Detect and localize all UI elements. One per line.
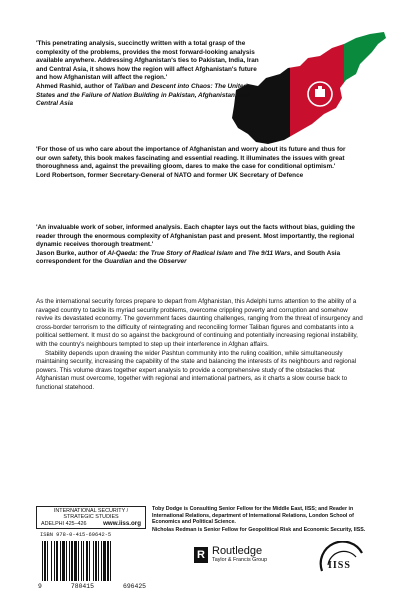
barcode-bar — [93, 541, 94, 581]
barcode-bar — [56, 541, 58, 581]
iiss-logo-text: IISS — [328, 560, 351, 571]
barcode-bar — [47, 541, 48, 581]
website-url: www.iiss.org — [103, 519, 141, 527]
barcode — [40, 541, 144, 581]
barcode-bar — [69, 541, 70, 581]
barcode-bar — [95, 541, 97, 581]
barcode-bar — [78, 541, 79, 581]
barcode-bar — [60, 541, 61, 581]
barcode-digits-right: 696425 — [122, 583, 146, 590]
author-bio-2: Nicholas Redman is Senior Fellow for Geopolitical Risk and Economic Security, IISS. — [152, 526, 366, 533]
barcode-bar — [107, 541, 109, 581]
barcode-bar — [62, 541, 65, 581]
review-quote-3-attribution: Jason Burke, author of Al-Qaeda: the True Story of Radical Islam and The 9/11 Wars, and South Asia correspondent for the Guardian and the Observer — [36, 249, 341, 266]
blurb-paragraph-1: As the international security forces prepare to depart from Afghanistan, this Adelphi turns attention to the ability of a ravaged country to tackle its myriad security problems, overcome crippling poverty and corruption and somehow revive its devastated economy. The government faces daunting challenges, ranging from the threat of insurgency and cross-border terrorism to the difficulty of reintegrating and reconciling former Taliban figures and combatants into a political settlement. It must do so against the background of continuing and potentially increasing regional instability, with the country's neighbours tempted to step up their interference in Afghan affairs. — [36, 298, 363, 348]
author-bio-1: Toby Dodge is Consulting Senior Fellow for the Middle East, IISS; and Reader in International Relations, department of International Relations, London School of Economics and Political Science. — [152, 506, 354, 525]
barcode-digits-left: 780415 — [70, 583, 94, 590]
barcode-bar — [71, 541, 73, 581]
review-quote-3 — [36, 224, 356, 267]
blurb — [36, 298, 366, 393]
barcode-bar — [74, 541, 77, 581]
publisher-name: Routledge — [212, 545, 263, 557]
barcode-bar — [101, 541, 102, 581]
review-quote-3-text: 'An invaluable work of sober, informed analysis. Each chapter lays out the facts without bias, guiding the reader through the enormous complexity of Afghanistan past and present. Most importantly, the regional dynamic receives thorough treatment.' — [36, 224, 355, 249]
series-box — [36, 506, 146, 529]
barcode-digit-prefix: 9 — [38, 583, 42, 590]
routledge-r-icon: R — [194, 547, 208, 563]
barcode-bar — [110, 541, 111, 581]
review-quote-2-text: 'For those of us who care about the importance of Afghanistan and worry about its future and thus for our own safety, this book makes fascinating and essential reading. It illuminates the issues with great thoroughness and, against the prevailing gloom, dares to make the case for conditional optimism.' — [36, 146, 346, 171]
series-line-2: STRATEGIC STUDIES — [63, 514, 119, 521]
review-quote-1-attribution: Ahmed Rashid, author of Taliban and Descent into Chaos: The United States and the Failure of Nation Building in Pakistan, Afghanistan, and Central Asia — [36, 82, 250, 108]
barcode-bar — [54, 541, 55, 581]
series-line-1: INTERNATIONAL SECURITY / — [53, 508, 129, 514]
barcode-bar — [81, 541, 82, 581]
barcode-bar — [51, 541, 52, 581]
review-quote-1-text: 'This penetrating analysis, succinctly written with a total grasp of the complexity of the problems, provides the most forward-looking analysis available anywhere. Addressing Afghanistan's ties to Pakistan, India, Iran and Central Asia, it shows how the region will affect Afghanistan's future and how Afghanistan will affect the region.' — [36, 40, 259, 82]
blurb-paragraph-2: Stability depends upon drawing the wider Pashtun community into the ruling coalition, while simultaneously maintaining security, increasing the capability of the state and balancing the interests of its neighbours and regional powers. This volume draws together expert analysis to provide a comprehensive study of the obstacles that Afghanistan must overcome, together with regional and international partners, as it charts a slow course back to functional statehood. — [36, 349, 357, 391]
barcode-bar — [103, 541, 106, 581]
isbn-label: ISBN 978-0-415-69642-5 — [40, 532, 112, 538]
author-bios — [152, 506, 372, 534]
review-quote-1 — [36, 40, 266, 109]
barcode-bar — [66, 541, 67, 581]
barcode-digits — [38, 583, 146, 590]
publisher-group: Taylor & Francis Group — [212, 557, 268, 563]
barcode-bar — [98, 541, 99, 581]
barcode-bar — [42, 541, 43, 581]
barcode-bar — [44, 541, 46, 581]
barcode-bar — [86, 541, 88, 581]
routledge-logo — [194, 546, 267, 563]
review-quote-2-attribution: Lord Robertson, former Secretary-General of NATO and former UK Secretary of Defence — [36, 171, 304, 179]
review-quote-2 — [36, 146, 356, 180]
barcode-bar — [83, 541, 84, 581]
adelphi-number: ADELPHI 425–426 — [41, 520, 87, 527]
barcode-bar — [89, 541, 90, 581]
